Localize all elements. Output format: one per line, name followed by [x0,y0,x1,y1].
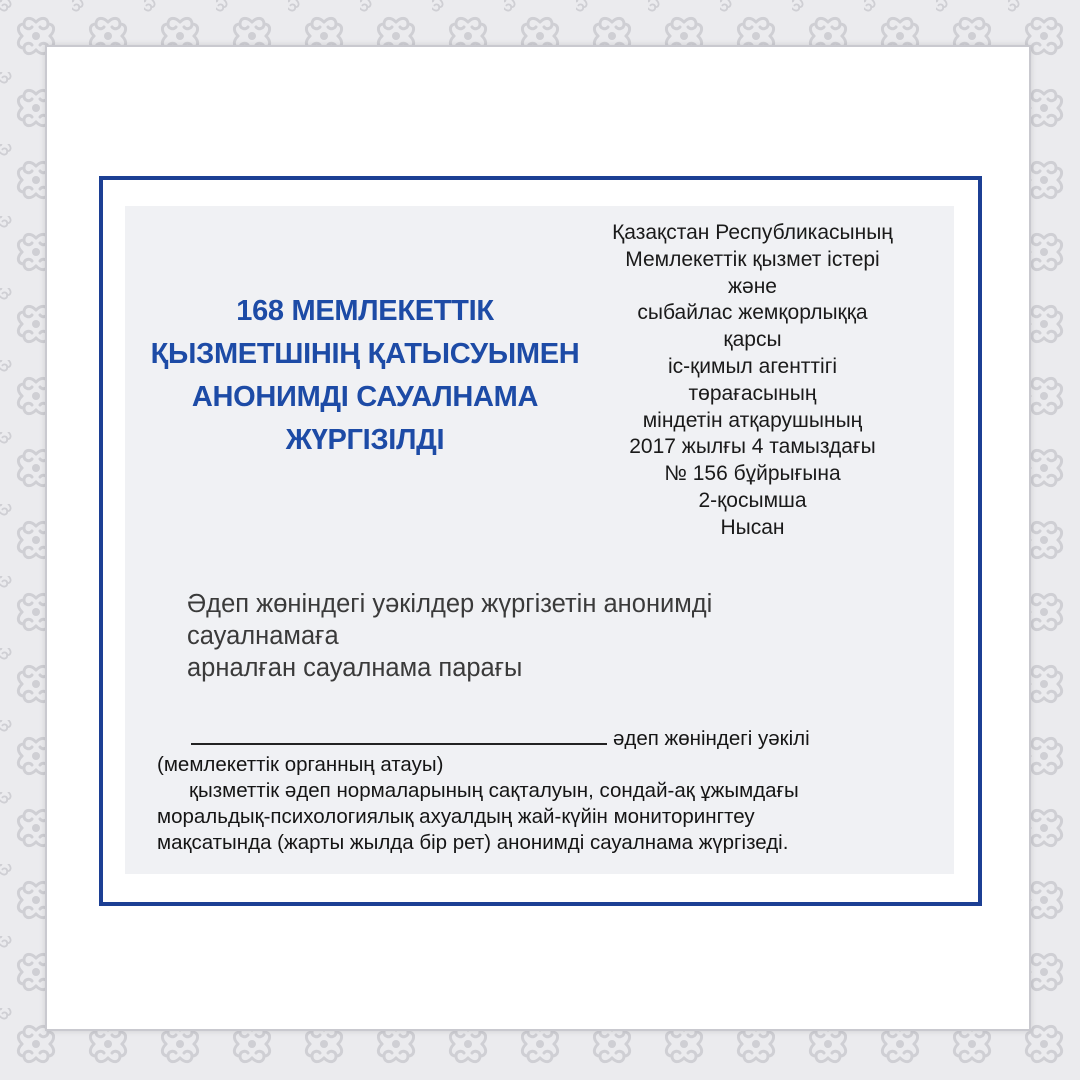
sentence-line: мақсатында (жарты жылда бір рет) анонимді сауалнама жүргізеді. [157,831,789,854]
blank-line-row [157,725,947,752]
stamp-line: Қазақстан Республикасының [612,221,893,244]
organ-label: (мемлекеттік органның атауы) [157,753,444,776]
stamp-line: Мемлекеттік қызмет істері [625,247,880,271]
stamp-line: № 156 бұйрығына [664,462,841,486]
form-title-line: сауалнамаға [187,622,339,650]
headline-line: 168 МЕМЛЕКЕТТІК [236,295,494,327]
stamp-line: төрағасының [688,381,817,405]
headline [145,290,585,462]
stamp-line: міндетін атқарушының [642,408,863,432]
headline-line: ЖҮРГІЗІЛДІ [285,424,445,456]
sentence-line: қызметтік әдеп нормаларының сақталуын, сондай-ақ ұжымдағы [189,779,799,802]
stamp-line: және [727,274,777,298]
stamp-line: қарсы [723,328,782,352]
headline-line: АНОНИМДІ САУАЛНАМА [191,381,539,413]
stamp-line: 2-қосымша [698,488,807,512]
headline-line: ҚЫЗМЕТШІНІҢ ҚАТЫСУЫМЕН [150,338,580,370]
body-text [157,725,947,856]
form-title-line: Әдеп жөніндегі уәкілдер жүргізетін анонимді [187,590,713,618]
sentence-line: моральдық-психологиялық ахуалдың жай-күйін мониторингтеу [157,805,755,828]
blank-underline [191,725,607,745]
stamp-line: сыбайлас жемқорлыққа [637,301,868,325]
form-title [187,588,907,684]
stamp-line: Нысан [720,515,785,539]
form-title-line: арналған сауалнама парағы [187,654,523,682]
stamp-line: 2017 жылғы 4 тамыздағы [629,435,876,459]
blank-suffix: әдеп жөніндегі уәкілі [613,727,810,750]
appendix-stamp [585,220,920,542]
stamp-line: іс-қимыл агенттігі [667,354,838,378]
